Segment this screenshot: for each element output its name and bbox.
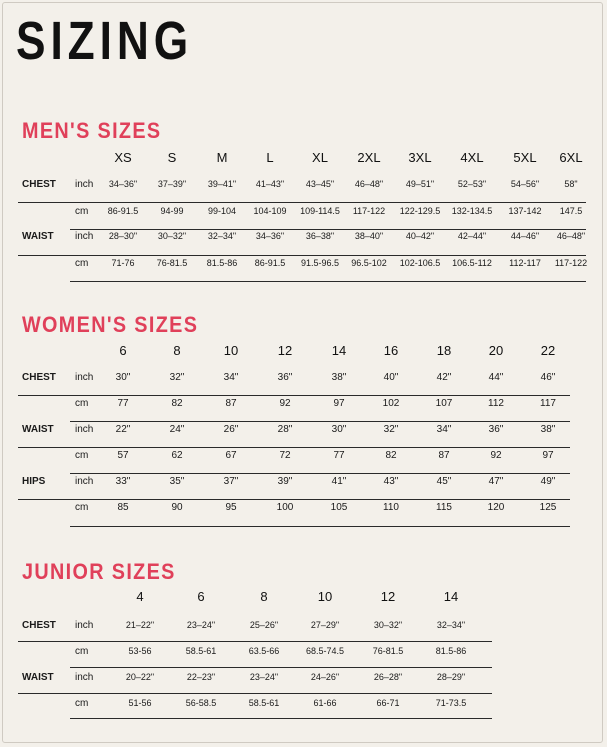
table-cell: 61-66: [313, 698, 337, 708]
table-cell: 58": [564, 179, 578, 189]
table-cell: 107: [435, 398, 453, 409]
row-label: CHEST: [22, 372, 56, 383]
table-cell: 86-91.5: [254, 258, 286, 268]
row-divider: [18, 255, 586, 256]
table-cell: 23–24": [249, 672, 279, 682]
unit-label: cm: [75, 206, 89, 217]
table-cell: 46–48": [354, 179, 384, 189]
table-cell: 53-56: [128, 646, 152, 656]
row-label: WAIST: [22, 672, 54, 683]
table-cell: 40": [383, 372, 399, 383]
table-cell: 105: [330, 502, 348, 513]
table-cell: 42": [436, 372, 452, 383]
table-cell: 33": [115, 476, 131, 487]
table-cell: 91.5-96.5: [300, 258, 340, 268]
table-cell: 41–43": [255, 179, 285, 189]
table-cell: 49–51": [405, 179, 435, 189]
size-header: 18: [436, 343, 452, 358]
row-divider: [70, 229, 586, 230]
table-cell: 51-56: [128, 698, 152, 708]
size-header: 8: [173, 343, 181, 358]
table-cell: 24–26": [310, 672, 340, 682]
table-cell: 95: [225, 502, 237, 513]
size-header: 10: [223, 343, 239, 358]
table-cell: 58.5-61: [248, 698, 280, 708]
unit-label: cm: [75, 698, 89, 709]
row-divider: [70, 718, 492, 719]
table-cell: 49": [540, 476, 556, 487]
table-cell: 40–42": [405, 231, 435, 241]
womens-sizes-title: WOMEN'S SIZES: [22, 312, 199, 337]
table-cell: 54–56": [510, 179, 540, 189]
table-cell: 86-91.5: [107, 206, 139, 216]
table-cell: 37–39": [157, 179, 187, 189]
table-cell: 43": [383, 476, 399, 487]
unit-label: cm: [75, 450, 89, 461]
table-cell: 99-104: [207, 206, 237, 216]
table-cell: 39–41": [207, 179, 237, 189]
junior-sizes-title: JUNIOR SIZES: [22, 559, 176, 584]
table-cell: 71-76: [111, 258, 135, 268]
table-cell: 26": [223, 424, 239, 435]
table-cell: 76-81.5: [156, 258, 188, 268]
size-header: 14: [331, 343, 347, 358]
table-cell: 92: [490, 450, 502, 461]
unit-label: cm: [75, 258, 89, 269]
table-cell: 97: [333, 398, 345, 409]
table-cell: 46": [540, 372, 556, 383]
table-cell: 117-122: [352, 206, 386, 216]
table-cell: 112: [488, 398, 504, 409]
table-cell: 41": [331, 476, 347, 487]
size-header: 22: [540, 343, 556, 358]
unit-label: inch: [75, 231, 94, 242]
table-cell: 81.5-86: [206, 258, 238, 268]
table-cell: 71-73.5: [435, 698, 467, 708]
table-cell: 147.5: [559, 206, 583, 216]
size-header: XS: [114, 150, 132, 165]
size-header: 4: [136, 589, 144, 604]
size-header: 2XL: [357, 150, 381, 165]
table-cell: 21–22": [125, 620, 155, 630]
table-cell: 36": [488, 424, 504, 435]
table-cell: 32–34": [207, 231, 237, 241]
table-cell: 100: [276, 502, 294, 513]
table-cell: 28–30": [108, 231, 138, 241]
table-cell: 76-81.5: [372, 646, 404, 656]
table-cell: 30–32": [373, 620, 403, 630]
table-cell: 125: [539, 502, 557, 513]
size-header: 12: [277, 343, 293, 358]
table-cell: 30–32": [157, 231, 187, 241]
table-cell: 46–48": [556, 231, 586, 241]
table-cell: 34": [436, 424, 452, 435]
table-cell: 44–46": [510, 231, 540, 241]
table-cell: 82: [171, 398, 183, 409]
unit-label: inch: [75, 620, 94, 631]
size-header: 16: [383, 343, 399, 358]
unit-label: inch: [75, 372, 94, 383]
table-cell: 132-134.5: [451, 206, 493, 216]
table-cell: 30": [331, 424, 347, 435]
table-cell: 97: [542, 450, 554, 461]
table-cell: 39": [277, 476, 293, 487]
table-cell: 22–23": [186, 672, 216, 682]
table-cell: 120: [487, 502, 505, 513]
row-divider: [18, 202, 586, 203]
table-cell: 37": [223, 476, 239, 487]
table-cell: 104-109: [253, 206, 287, 216]
table-cell: 82: [385, 450, 397, 461]
size-header: 14: [443, 589, 459, 604]
row-divider: [18, 447, 570, 448]
table-cell: 57: [117, 450, 129, 461]
table-cell: 36": [277, 372, 293, 383]
table-cell: 109-114.5: [300, 206, 340, 216]
size-header: M: [216, 150, 228, 165]
table-cell: 110: [383, 502, 399, 513]
row-divider: [18, 395, 570, 396]
table-cell: 26–28": [373, 672, 403, 682]
row-divider: [18, 693, 492, 694]
size-header: 4XL: [460, 150, 484, 165]
table-cell: 96.5-102: [351, 258, 387, 268]
size-header: 12: [380, 589, 396, 604]
table-cell: 28–29": [436, 672, 466, 682]
table-cell: 44": [488, 372, 504, 383]
table-cell: 32": [383, 424, 399, 435]
table-cell: 38": [331, 372, 347, 383]
size-header: 3XL: [408, 150, 432, 165]
table-cell: 117-122: [554, 258, 588, 268]
table-cell: 87: [225, 398, 237, 409]
table-cell: 23–24": [186, 620, 216, 630]
size-header: 6: [197, 589, 205, 604]
table-cell: 34–36": [108, 179, 138, 189]
table-cell: 38–40": [354, 231, 384, 241]
table-cell: 66-71: [376, 698, 400, 708]
size-header: 10: [317, 589, 333, 604]
table-cell: 106.5-112: [452, 258, 492, 268]
size-header: XL: [312, 150, 328, 165]
table-cell: 22": [115, 424, 131, 435]
row-divider: [70, 473, 570, 474]
row-label: WAIST: [22, 424, 54, 435]
row-divider: [70, 526, 570, 527]
table-cell: 36–38": [305, 231, 335, 241]
table-cell: 56-58.5: [185, 698, 217, 708]
unit-label: cm: [75, 646, 89, 657]
table-cell: 20–22": [125, 672, 155, 682]
table-cell: 62: [171, 450, 183, 461]
table-cell: 77: [117, 398, 129, 409]
unit-label: cm: [75, 398, 89, 409]
table-cell: 32": [169, 372, 185, 383]
row-divider: [18, 499, 570, 500]
table-cell: 45": [436, 476, 452, 487]
table-cell: 63.5-66: [248, 646, 280, 656]
table-cell: 68.5-74.5: [305, 646, 345, 656]
unit-label: cm: [75, 502, 89, 513]
table-cell: 81.5-86: [435, 646, 467, 656]
table-cell: 72: [279, 450, 291, 461]
table-cell: 92: [279, 398, 291, 409]
table-cell: 24": [169, 424, 185, 435]
row-divider: [70, 421, 570, 422]
table-cell: 30": [115, 372, 131, 383]
table-cell: 67: [225, 450, 237, 461]
table-cell: 102-106.5: [399, 258, 441, 268]
table-cell: 43–45": [305, 179, 335, 189]
table-cell: 28": [277, 424, 293, 435]
page-title: SIZING: [16, 11, 194, 71]
unit-label: inch: [75, 672, 94, 683]
size-header: S: [167, 150, 177, 165]
size-header: 6: [119, 343, 127, 358]
row-label: WAIST: [22, 231, 54, 242]
table-cell: 77: [333, 450, 345, 461]
table-cell: 38": [540, 424, 556, 435]
row-label: CHEST: [22, 620, 56, 631]
table-cell: 42–44": [457, 231, 487, 241]
size-header: 6XL: [559, 150, 583, 165]
table-cell: 87: [438, 450, 450, 461]
row-label: CHEST: [22, 179, 56, 190]
table-cell: 117: [540, 398, 556, 409]
table-cell: 94-99: [160, 206, 184, 216]
unit-label: inch: [75, 424, 94, 435]
table-cell: 85: [117, 502, 129, 513]
table-cell: 115: [436, 502, 452, 513]
table-cell: 34": [223, 372, 239, 383]
row-divider: [70, 667, 492, 668]
table-cell: 112-117: [509, 258, 541, 268]
table-cell: 32–34": [436, 620, 466, 630]
table-cell: 47": [488, 476, 504, 487]
table-cell: 35": [169, 476, 185, 487]
size-header: 20: [488, 343, 504, 358]
row-divider: [18, 641, 492, 642]
unit-label: inch: [75, 179, 94, 190]
table-cell: 27–29": [310, 620, 340, 630]
size-header: 5XL: [513, 150, 537, 165]
table-cell: 34–36": [255, 231, 285, 241]
row-divider: [70, 281, 586, 282]
table-cell: 90: [171, 502, 183, 513]
table-cell: 58.5-61: [185, 646, 217, 656]
table-cell: 137-142: [508, 206, 542, 216]
size-header: 8: [260, 589, 268, 604]
table-cell: 102: [382, 398, 400, 409]
mens-sizes-title: MEN'S SIZES: [22, 118, 162, 143]
table-cell: 122-129.5: [399, 206, 441, 216]
size-header: L: [266, 150, 274, 165]
row-label: HIPS: [22, 476, 46, 487]
table-cell: 25–26": [249, 620, 279, 630]
table-cell: 52–53": [457, 179, 487, 189]
unit-label: inch: [75, 476, 94, 487]
